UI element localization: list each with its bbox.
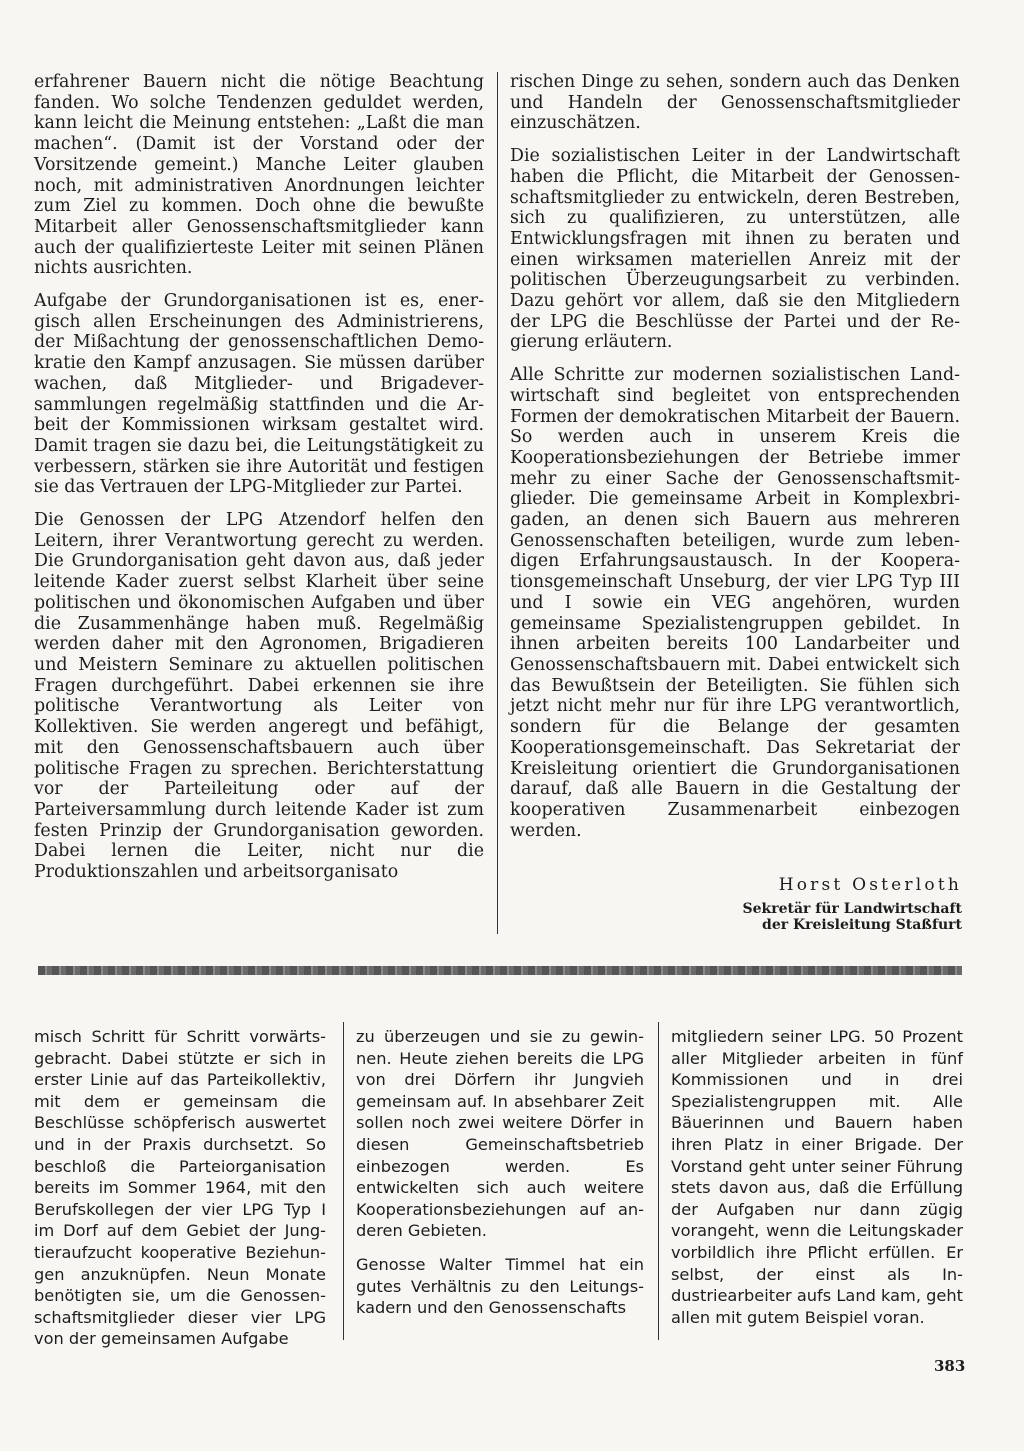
author-title-line: der Kreisleitung Staßfurt (762, 917, 962, 933)
column-divider (658, 1022, 659, 1340)
paragraph: erfahrener Bauern nicht die nötige Beachtung fanden. Wo solche Tendenzen geduldet werden, kann leicht die Meinung entstehen: „Laßt die man machen“. (Damit ist der Vorstand oder der Vorsitzende gemeint.) Manche Leiter glauben noch, mit administrativen Anordnungen leichter zum Ziel zu kommen. Doch ohne die bewußte Mitarbeit aller Genossenschaftsmitglieder kann auch der qualifizierteste Leiter mit seinen Plänen nichts ausrichten. (34, 72, 484, 279)
paragraph: zu überzeugen und sie zu gewinnen. Heute ziehen bereits die LPG von drei Dörfern ihr Jungvieh gemeinsam auf. In absehbarer Zeit sollen noch zwei weitere Dörfer in diesen Gemeinschaftsbetrieb einbezogen werden. Es entwickelten sich auch weitere Kooperationsbeziehungen auf anderen Gebieten. (356, 1027, 644, 1241)
column-divider (343, 1022, 344, 1340)
paragraph: rischen Dinge zu sehen, sondern auch das Denken und Handeln der Genossenschaftsmitglieder einzuschätzen. (510, 72, 960, 134)
lower-article-column-1 (34, 1026, 326, 1350)
author-title (662, 901, 962, 933)
column-divider (497, 72, 498, 934)
paragraph: Die sozialistischen Leiter in der Landwirtschaft haben die Pflicht, die Mitarbeit der Genossenschaftsmitglieder zu entwickeln, deren Bestreben, sich zu qualifizieren, zu unterstützen, alle Entwicklungsfragen mit ihnen zu beraten und einen wirksamen materiellen Anreiz mit der politischen Überzeugungsarbeit zu verbinden. Dazu gehört vor allem, daß sie den Mitgliedern der LPG die Beschlüsse der Partei und der Regierung erläutern. (510, 146, 960, 353)
lower-article-column-2 (356, 1026, 644, 1319)
lower-article-column-3 (671, 1026, 963, 1328)
author-name: Horst Osterloth (778, 875, 962, 895)
article-column-right (510, 72, 960, 841)
paragraph: Aufgabe der Grundorganisationen ist es, energisch allen Erscheinungen des Administrierens, der Mißachtung der genossenschaftlichen Demokratie den Kampf anzusagen. Sie müssen darüber wachen, daß Mitglieder- und Brigadeversammlungen regelmäßig stattfinden und die Arbeit der Kommissionen wirksam gestaltet wird. Damit tragen sie dazu bei, die Leitungstätigkeit zu verbessern, stärken sie ihre Autorität und festigen sie das Vertrauen der LPG-Mitglieder zur Partei. (34, 291, 484, 498)
page-number: 383 (934, 1357, 966, 1375)
paragraph: mitgliedern seiner LPG. 50 Prozent aller Mitglieder arbeiten in fünf Kommissionen und in drei Spezialistengruppen mit. Alle Bäuerinnen und Bauern haben ihren Platz in einer Brigade. Der Vorstand geht unter seiner Führung stets davon aus, daß die Erfüllung der Aufgaben nur dann zügig vorangeht, wenn die Leitungskader vorbildlich ihre Pflicht erfüllen. Er selbst, der einst als Industriearbeiter aufs Land kam, geht allen mit gutem Beispiel voran. (671, 1027, 963, 1327)
paragraph: misch Schritt für Schritt vorwärtsgebracht. Dabei stützte er sich in erster Linie auf das Parteikollektiv, mit dem er gemeinsam die Beschlüsse schöpferisch auswertet und in der Praxis durchsetzt. So beschloß die Parteiorganisation bereits im Sommer 1964, mit den Berufskollegen der vier LPG Typ I im Dorf auf dem Gebiet der Jungtieraufzucht kooperative Beziehungen anzuknüpfen. Neun Monate benötigten sie, um die Genossenschaftsmitglieder dieser vier LPG von der gemeinsamen Aufgabe (34, 1027, 326, 1349)
paragraph: Alle Schritte zur modernen sozialistischen Landwirtschaft sind begleitet von entsprechenden Formen der demokratischen Mitarbeit der Bauern. So werden auch in unserem Kreis die Kooperationsbeziehungen der Betriebe immer mehr zu einer Sache der Genossenschaftsmitglieder. Die gemeinsame Arbeit in Komplexbrigaden, an denen sich Bauern aus mehreren Genossenschaften beteiligen, wurde zum lebendigen Erfahrungsaustausch. In der Kooperationsgemeinschaft Unseburg, der vier LPG Typ III und I sowie ein VEG angehören, wurden gemeinsame Spezialistengruppen gebildet. In ihnen arbeiten bereits 100 Landarbeiter und Genossenschaftsbauern mit. Dabei entwickelt sich das Bewußtsein der Beteiligten. Sie fühlen sich jetzt nicht mehr nur für ihre LPG verantwortlich, sondern für die Belange der gesamten Kooperationsgemeinschaft. Das Sekretariat der Kreisleitung orientiert die Grundorganisationen darauf, daß alle Bauern in die Gestaltung der kooperativen Zusammenarbeit einbezogen werden. (510, 365, 960, 841)
author-title-line: Sekretär für Landwirtschaft (742, 901, 962, 917)
paragraph: Genosse Walter Timmel hat ein gutes Verhältnis zu den Leitungskadern und den Genossenschafts (356, 1254, 644, 1318)
article-column-left (34, 72, 484, 883)
section-separator (38, 966, 962, 975)
paragraph: Die Genossen der LPG Atzendorf helfen den Leitern, ihrer Verantwortung gerecht zu werden. Die Grundorganisation geht davon aus, daß jeder leitende Kader zuerst selbst Klarheit über seine politischen und ökonomischen Aufgaben und über die Zusammenhänge haben muß. Regelmäßig werden daher mit den Agronomen, Brigadieren und Meistern Seminare zu aktuellen politischen Fragen durchgeführt. Dabei erkennen sie ihre politische Verantwortung als Leiter von Kollektiven. Sie werden angeregt und befähigt, mit den Genossenschaftsbauern auch über politische Fragen zu sprechen. Berichterstattung vor der Parteileitung oder auf der Parteiversammlung durch leitende Kader ist zum festen Prinzip der Grundorganisation geworden. Dabei lernen die Leiter, nicht nur die Produktionszahlen und arbeitsorganisato (34, 510, 484, 883)
